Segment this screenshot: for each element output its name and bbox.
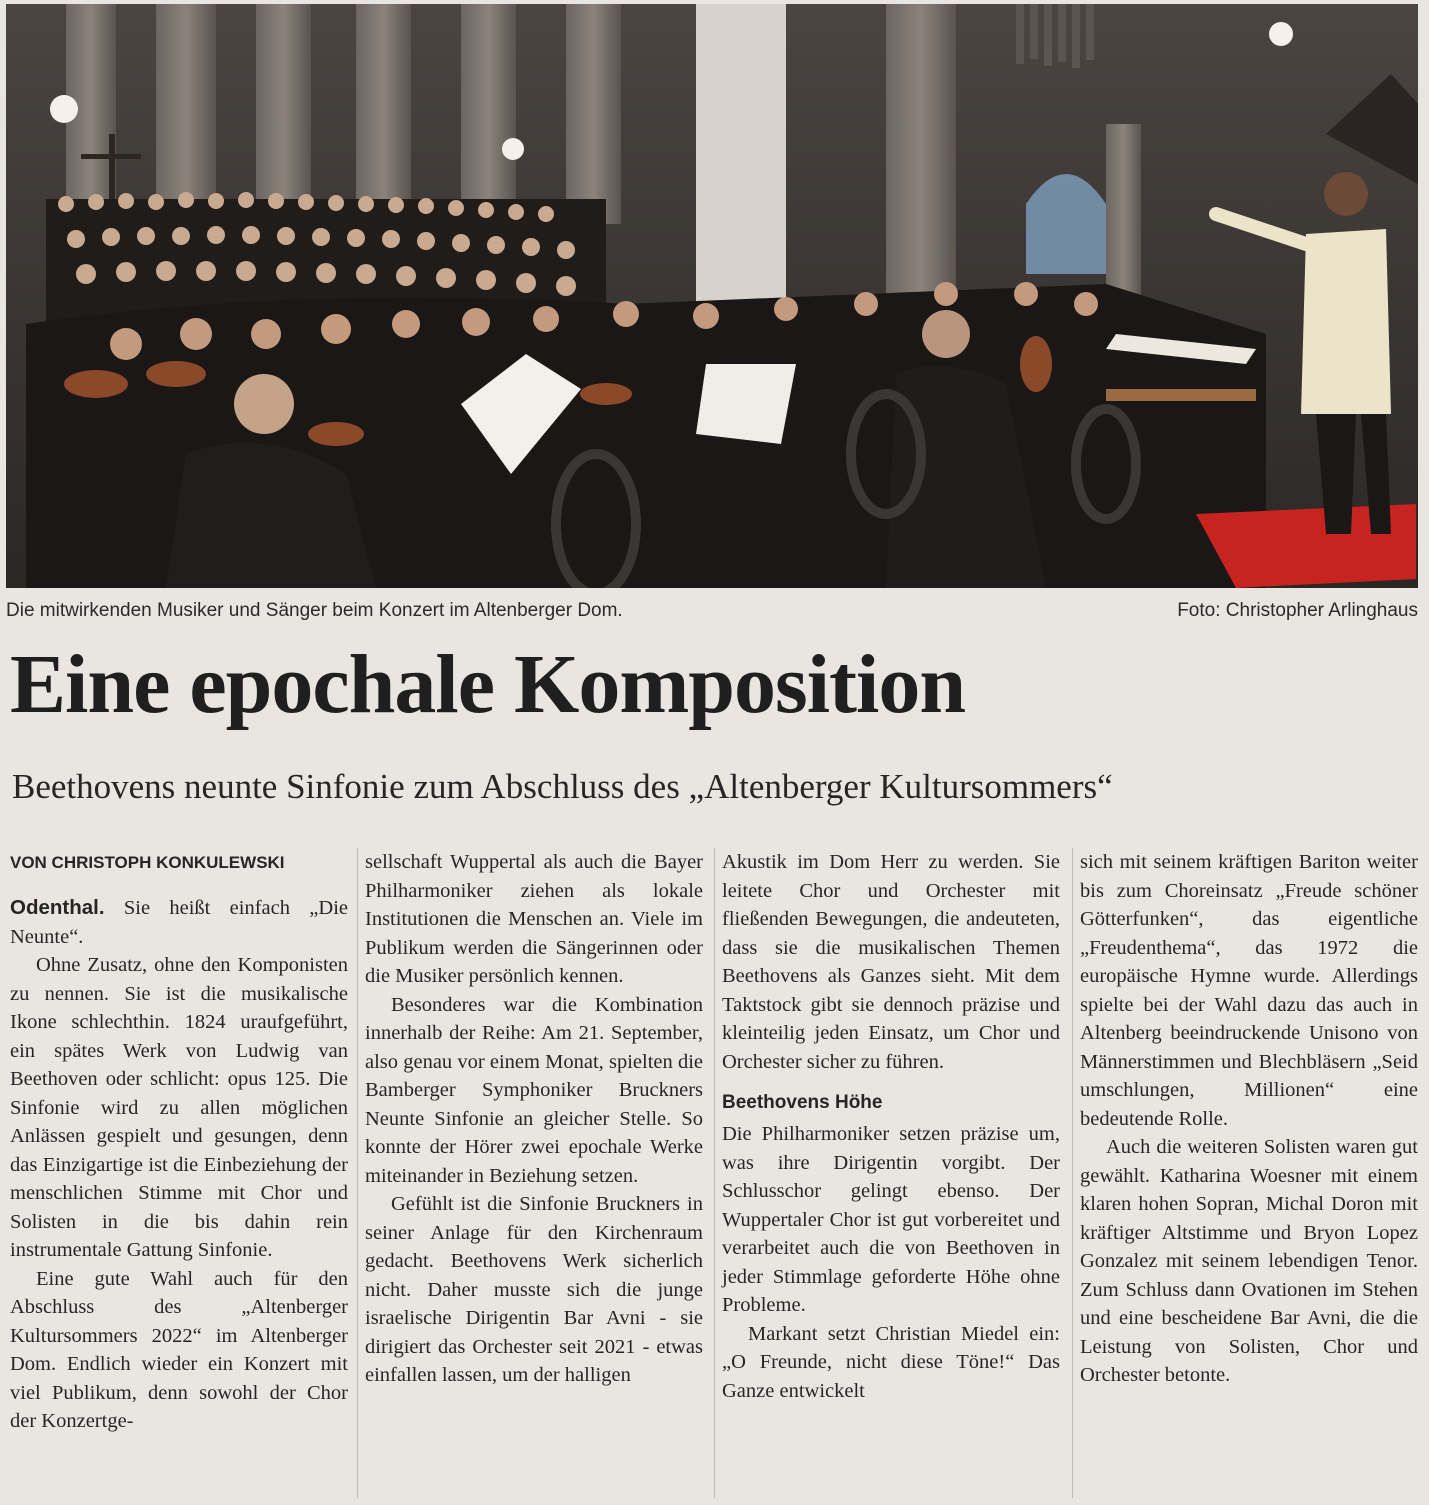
paragraph: Ohne Zusatz, ohne den Komponisten zu nennen. Sie ist die musikalische Ikone schlechthin. 1824 uraufgeführt, ein spätes Werk von Ludwig van Beethoven oder schlicht: opus 125. Die Sinfonie wird zu allen möglichen Anlässen gespielt und gesungen, denn das Einzigartige ist die Einbeziehung der menschlichen Stimme mit Chor und Solisten in die bis dahin rein instrumentale Gattung Sinfonie. — [10, 954, 348, 1261]
article-dateline: Odenthal. — [10, 896, 105, 919]
paragraph: Gefühlt ist die Sinfonie Bruckners in seiner Anlage für den Kirchenraum gedacht. Beethovens Werk sicherlich nicht. Daher musste sich die junge israelische Dirigentin Bar Avni - sie dirigiert das Orchester seit 2021 - etwas einfallen lassen, um der halligen — [365, 1193, 703, 1386]
paragraph: Akustik im Dom Herr zu werden. Sie leitete Chor und Orchester mit fließenden Bewegungen, die andeuteten, dass sie die musikalischen Themen Beethovens als Ganzes sieht. Mit dem Taktstock gibt sie dennoch präzise und kleinteilig jeden Einsatz, um Chor und Orchester sicher zu führen. — [722, 851, 1060, 1073]
article-headline: Eine epochale Komposition — [10, 638, 966, 731]
paragraph: Besonderes war die Kombination innerhalb der Reihe: Am 21. September, also genau vor einem Monat, spielten die Bamberger Symphoniker Bruckners Neunte Sinfonie an gleicher Stelle. So konnte der Hörer zwei epochale Werke miteinander in Beziehung setzen. — [365, 993, 703, 1187]
paragraph: Auch die weiteren Solisten waren gut gewählt. Katharina Woesner mit einem klaren hohen Sopran, Michal Doron mit kräftiger Altstimme und Bryon Lopez Gonzalez mit seinem lebendigen Tenor. Zum Schluss dann Ovationen im Stehen und eine bescheidene Bar Avni, die die Leistung von Solisten, Chor und Orchester betonte. — [1080, 1136, 1418, 1386]
concert-photo — [6, 4, 1418, 588]
paragraph: sich mit seinem kräftigen Bariton weiter bis zum Choreinsatz „Freude schöner Götterfunken“, das eigentliche „Freudenthema“, das 1972 die europäische Hymne wurde. Allerdings spielte bei der Wahl dazu das auch in Altenberg beeindruckende Unisono von Männerstimmen und Blechbläsern „Seid umschlungen, Millionen“ eine bedeutende Rolle. — [1080, 851, 1418, 1130]
article-column-4 — [1080, 848, 1418, 1390]
article-lead — [10, 894, 348, 951]
article-body — [10, 848, 1420, 1500]
photo-caption-bar — [6, 592, 1418, 628]
article-column-3 — [722, 848, 1060, 1405]
article-byline: VON CHRISTOPH KONKULEWSKI — [10, 853, 285, 872]
article-column-1 — [10, 848, 348, 1436]
concert-illustration — [6, 4, 1418, 588]
article-subhead: Beethovens Höhe — [722, 1092, 883, 1113]
paragraph: Markant setzt Christian Miedel ein: „O Freunde, nicht diese Töne!“ Das Ganze entwickelt — [722, 1322, 1060, 1402]
lead-text: Sie heißt einfach „Die Neunte“. — [10, 897, 348, 948]
photo-caption: Die mitwirkenden Musiker und Sänger beim Konzert im Altenberger Dom. — [6, 600, 623, 621]
article-column-2 — [365, 848, 703, 1390]
photo-credit: Foto: Christopher Arlinghaus — [1177, 600, 1418, 621]
paragraph: sellschaft Wuppertal als auch die Bayer Philharmoniker ziehen als lokale Institutionen die Menschen an. Viele im Publikum werden die Sängerinnen oder die Musiker persönlich kennen. — [365, 851, 703, 987]
paragraph: Die Philharmoniker setzen präzise um, was ihre Dirigentin vorgibt. Der Schlusschor gelingt ebenso. Der Wuppertaler Chor ist gut vorbereitet und verarbeitet auch die von Beethoven in jeder Stimmlage geforderte Höhe ohne Probleme. — [722, 1123, 1060, 1316]
paragraph: Eine gute Wahl auch für den Abschluss des „Altenberger Kultursommers 2022“ im Altenberger Dom. Endlich wieder ein Konzert mit viel Publikum, denn sowohl der Chor der Konzertge- — [10, 1267, 348, 1432]
article-subheadline: Beethovens neunte Sinfonie zum Abschluss des „Altenberger Kultursommers“ — [12, 767, 1113, 806]
